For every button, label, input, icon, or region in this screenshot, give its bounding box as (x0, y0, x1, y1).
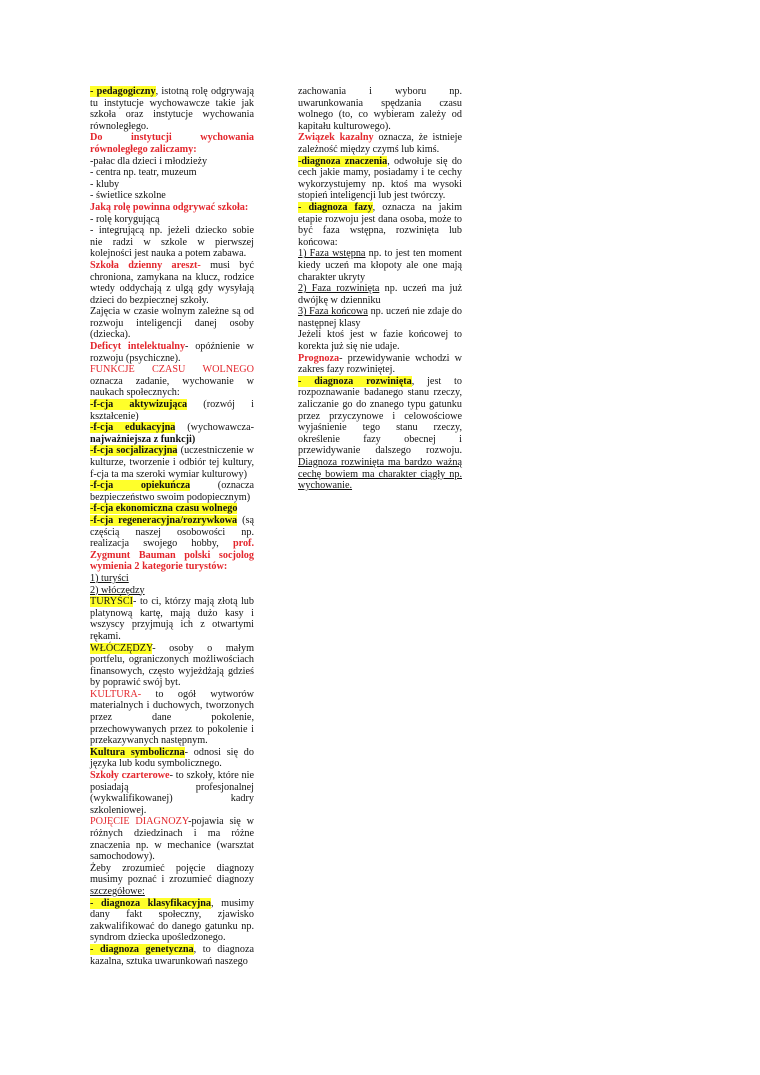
text-run: TURYŚCI (90, 596, 134, 608)
paragraph (298, 353, 462, 376)
text-run: -f-cja edukacyjna (90, 422, 176, 434)
paragraph (90, 202, 254, 214)
text-run: (uczestniczenie w kulturze, tworzenie i odbiór tej kultury, f-cja ta ma szeroki wymiar kulturowy) (90, 445, 254, 480)
text-run: np. to jest ten moment kiedy uczeń ma kłopoty ale one mają charakter ukryty (298, 248, 463, 283)
text-run: to ogół wytworów materialnych i duchowych, tworzonych przez dane pokolenie, przechowywanych przez to pokolenie i przekazywanych następnym. (90, 688, 254, 747)
text-run: - rolę korygującą (90, 213, 160, 225)
paragraph (90, 214, 254, 226)
text-run: prof. Zygmunt Bauman polski socjolog wymienia 2 kategorie turystów: (90, 538, 254, 573)
text-run: -f-cja opiekuńcza (90, 480, 191, 492)
text-run: - (197, 259, 211, 271)
left-column (90, 86, 254, 967)
text-run: - odnosi się do języka lub kodu symbolicznego. (90, 746, 254, 770)
text-run: 2) Faza rozwinięta (298, 283, 380, 295)
paragraph (90, 503, 254, 515)
paragraph (90, 816, 254, 862)
text-run: -f-cja regeneracyjna/rozrywkowa (90, 514, 238, 526)
paragraph (90, 399, 254, 422)
text-run: (są częścią naszej osobowości np. realizacja swojego hobby, (90, 514, 254, 550)
text-run: np. uczeń nie zdaje do następnej klasy (298, 306, 462, 329)
paragraph (298, 156, 462, 202)
text-run: Deficyt intelektualny (90, 341, 186, 353)
text-run: - to ci, którzy mają złotą lub platynową kartę, mają dużo kasy i wszyscy przyjmują ich z otwartymi rękami. (90, 596, 254, 642)
paragraph (90, 86, 254, 132)
text-run: -pojawia się w różnych dziedzinach i ma różne znaczenia np. w mechanice (warsztat samochodowy). (90, 816, 254, 863)
text-run: , jest to rozpoznawanie badanego stanu rzeczy, zaliczanie go do znanego typu gatunku przez przyczynowe i celowościowe wyjaśnienie tego stanu rzeczy, określenie fazy obecnej i przewidywanie dalszego rozwoju. (298, 375, 462, 457)
text-run: Jaką rolę powinna odgrywać szkoła: (90, 201, 249, 213)
text-run: 3) Faza końcowa (298, 306, 368, 318)
text-run: zachowania i wyboru np. uwarunkowania spędzania czasu wolnego (to, co wybieram zależy od kapitału kulturowego). (298, 86, 462, 132)
paragraph (90, 643, 254, 689)
right-column (298, 86, 462, 492)
paragraph (90, 422, 254, 445)
paragraph (90, 341, 254, 364)
paragraph (90, 167, 254, 179)
text-run: 1) turyści (90, 572, 129, 584)
text-run: , odwołuje się do cech jakie mamy, posiadamy i te cechy wykorzystujemy np. ktoś ma wysoki stopień inteligencji lub jest twórczy. (298, 155, 463, 202)
text-run: -f-cja aktywizująca (90, 399, 188, 411)
paragraph (298, 248, 462, 283)
text-run: Żeby zrozumieć pojęcie diagnozy musimy poznać i zrozumieć diagnozy (90, 862, 254, 886)
paragraph (298, 132, 462, 155)
text-run: - diagnoza genetyczna (90, 943, 194, 955)
paragraph (90, 480, 254, 503)
text-run: (oznacza bezpieczeństwo swoim podopiecznym) (90, 480, 254, 503)
text-run: Związek kazalny (298, 132, 374, 144)
paragraph (90, 364, 254, 399)
text-run: oznacza, że istnieje zależność między czymś lub kimś. (298, 132, 462, 155)
text-run: - integrującą np. jeżeli dziecko sobie nie radzi w szkole w pierwszej kolejności jest nauka a potem zabawa. (90, 225, 254, 260)
text-run: -f-cja ekonomiczna czasu wolnego (90, 503, 238, 515)
paragraph (90, 179, 254, 191)
paragraph (90, 190, 254, 202)
paragraph (298, 283, 462, 306)
text-run: - centra np. teatr, muzeum (90, 167, 197, 179)
paragraph (298, 329, 462, 352)
text-run: - diagnoza fazy (298, 201, 373, 213)
paragraph (90, 445, 254, 480)
text-run: - diagnoza rozwinięta (298, 375, 412, 387)
paragraph (90, 770, 254, 816)
text-run: 2) włóczędzy (90, 584, 145, 596)
paragraph (298, 86, 462, 132)
text-run: - świetlice szkolne (90, 190, 166, 202)
text-run: 1) Faza wstępna (298, 248, 366, 260)
paragraph (90, 306, 254, 341)
text-run: Diagnoza rozwinięta ma bardzo ważną cechę bowiem ma charakter ciągły np. wychowanie. (298, 457, 462, 492)
paragraph (90, 132, 254, 155)
text-run: - diagnoza klasyfikacyjna (90, 897, 212, 909)
text-run: Szkoły czarterowe (90, 770, 170, 782)
text-run: , musimy dany fakt społeczny, zjawisko zakwalifikować do danego gatunku np. syndrom dziecka upośledzonego. (90, 897, 254, 944)
paragraph (298, 202, 462, 248)
text-run: - pedagogiczny (90, 86, 156, 97)
text-run: KULTURA (90, 688, 138, 700)
paragraph (298, 376, 462, 492)
text-run: - przewidywanie wchodzi w zakres fazy rozwiniętej. (298, 352, 462, 376)
paragraph (90, 944, 254, 967)
text-run: WŁÓCZĘDZY (90, 642, 153, 654)
text-run: POJĘCIE DIAGNOZY (90, 816, 189, 828)
paragraph (90, 898, 254, 944)
text-run: najważniejsza z funkcji) (90, 433, 196, 445)
text-run: (rozwój i kształcenie) (90, 399, 254, 422)
text-run: - osoby o małym portfelu, ograniczonych możliwościach finansowych, często wyjeżdżają gdzieś by poprawić swój byt. (90, 642, 254, 689)
text-run: Do instytucji wychowania równoległego zaliczamy: (90, 132, 254, 155)
text-run: Szkoła dzienny areszt (90, 259, 198, 271)
paragraph (90, 573, 254, 585)
text-run: szczegółowe: (90, 885, 145, 897)
text-run: - opóźnienie w rozwoju (psychiczne). (90, 341, 255, 364)
text-run: np. uczeń ma już dwójkę w dzienniku (298, 283, 462, 306)
text-run: -f-cja socjalizacyjna (90, 445, 178, 457)
text-run: - (137, 688, 156, 700)
paragraph (90, 863, 254, 898)
text-run: FUNKCJE CZASU WOLNEGO (90, 364, 254, 376)
text-run: - to szkoły, które nie posiadają profesjonalnej (wykwalifikowanej) kadry szkoleniowej. (90, 770, 254, 816)
text-run: , to diagnoza kazalna, sztuka uwarunkowań naszego (90, 943, 254, 967)
paragraph (90, 689, 254, 747)
text-run: Prognoza (298, 352, 340, 364)
paragraph (90, 747, 254, 770)
paragraph (298, 306, 462, 329)
paragraph (90, 156, 254, 168)
text-run: -diagnoza znaczenia (298, 155, 388, 167)
text-run: -pałac dla dzieci i młodzieży (90, 155, 208, 167)
text-run: , oznacza na jakim etapie rozwoju jest dana osoba, może to być faza wstępna, rozwinięta lub końcowa: (298, 201, 462, 248)
text-run: , istotną rolę odgrywają tu instytucje wychowawcze takie jak szkoła oraz instytucje wychowania równoległego. (90, 86, 254, 132)
text-run: Jeżeli ktoś jest w fazie końcowej to korekta już się nie udaje. (298, 329, 462, 353)
paragraph (90, 585, 254, 597)
text-run: (wychowawcza- (175, 422, 254, 434)
text-run: - kluby (90, 178, 120, 190)
paragraph (90, 260, 254, 306)
paragraph (90, 225, 254, 260)
text-run: musi być chroniona, zamykana na klucz, rodzice wtedy oddychają z ulgą gdy wysyłają dzieci do bezpiecznej szkoły. (90, 259, 254, 306)
text-run: oznacza zadanie, wychowanie w naukach społecznych: (90, 375, 254, 399)
paragraph (90, 596, 254, 642)
paragraph (90, 515, 254, 573)
text-run: Kultura symboliczna (90, 746, 185, 758)
text-run: Zajęcia w czasie wolnym zależne są od rozwoju inteligencji danej osoby (dziecka). (90, 306, 254, 341)
